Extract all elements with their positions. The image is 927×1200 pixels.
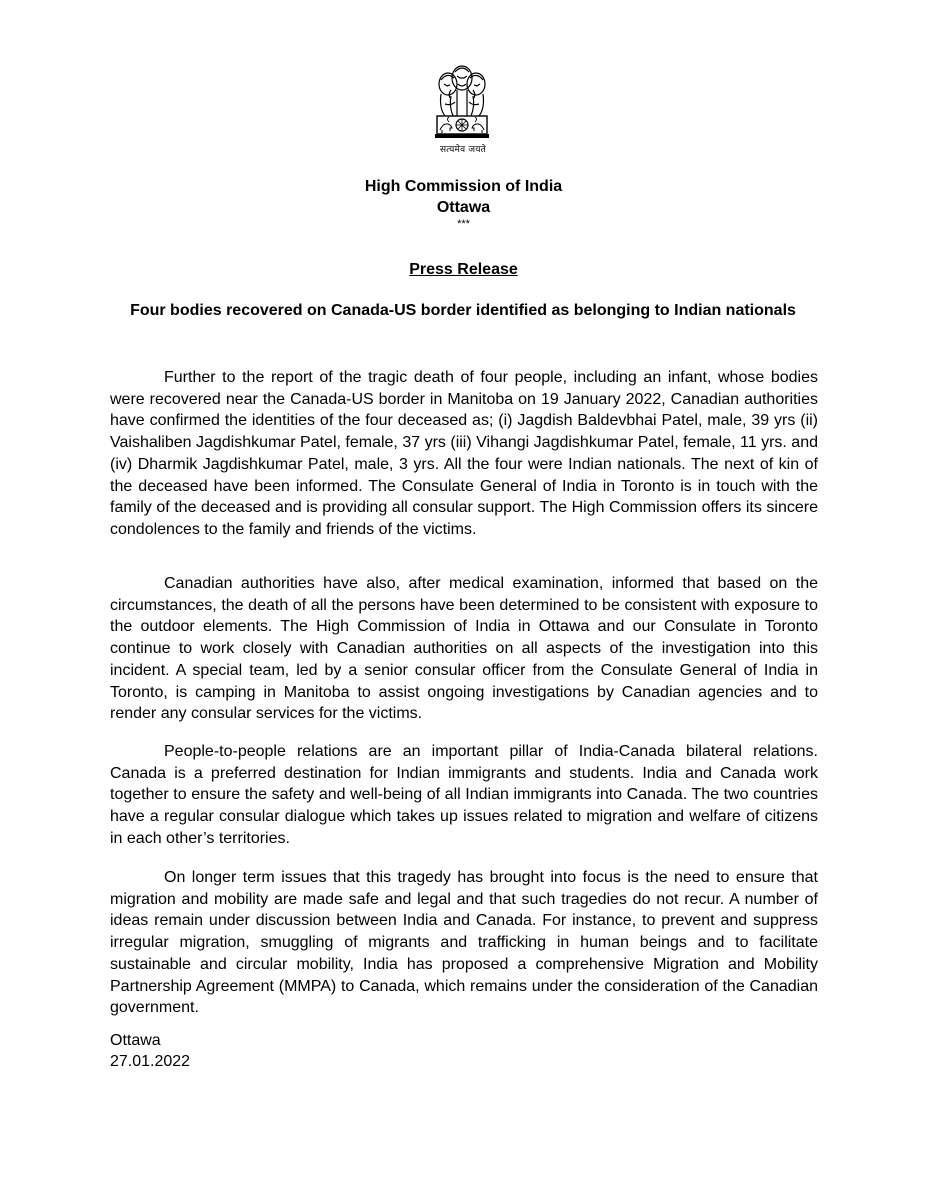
city-name: Ottawa: [436, 199, 491, 216]
national-emblem-icon: [427, 60, 497, 154]
document-type-heading: Press Release: [409, 261, 518, 278]
header-separator: ***: [457, 218, 470, 230]
organization-name: High Commission of India: [364, 178, 563, 195]
body-paragraph: People-to-people relations are an important pillar of India-Canada bilateral relations. Canada is a preferred destination for Indian immigrants and students. India and Canada work together to ensure the safety and well-being of all Indian immigrants into Canada. The two countries have a regular consular dialogue which takes up issues related to migration and welfare of citizens in each other’s territories.: [110, 743, 818, 847]
press-release-headline: Four bodies recovered on Canada-US border identified as belonging to Indian nationals: [130, 302, 796, 319]
signoff-place: Ottawa: [110, 1032, 161, 1049]
signoff-date: 27.01.2022: [110, 1053, 191, 1070]
body-paragraph: Canadian authorities have also, after medical examination, informed that based on the circumstances, the death of all the persons have been determined to be consistent with exposure to the outdoor elements. The High Commission of India in Ottawa and our Consulate in Toronto continue to work closely with Canadian authorities on all aspects of the investigation into this incident. A special team, led by a senior consular officer from the Consulate General of India in Toronto, is camping in Manitoba to assist ongoing investigations by Canadian agencies and to render any consular services for the victims.: [110, 575, 818, 723]
body-paragraph: On longer term issues that this tragedy has brought into focus is the need to ensure that migration and mobility are made safe and legal and that such tragedies do not recur. A number of ideas remain under discussion between India and Canada. For instance, to prevent and suppress irregular migration, smuggling of migrants and trafficking in human beings and to facilitate sustainable and circular mobility, India has proposed a comprehensive Migration and Mobility Partnership Agreement (MMPA) to Canada, which remains under the consideration of the Canadian government.: [110, 869, 818, 1017]
body-paragraph: Further to the report of the tragic death of four people, including an infant, whose bodies were recovered near the Canada-US border in Manitoba on 19 January 2022, Canadian authorities have confirmed the identities of the four deceased as; (i) Jagdish Baldevbhai Patel, male, 39 yrs (ii) Vaishaliben Jagdishkumar Patel, female, 37 yrs (iii) Vihangi Jagdishkumar Patel, female, 11 yrs. and (iv) Dharmik Jagdishkumar Patel, male, 3 yrs. All the four were Indian nationals. The next of kin of the deceased have been informed. The Consulate General of India in Toronto is in touch with the family of the deceased and is providing all consular support. The High Commission offers its sincere condolences to the family and friends of the victims.: [110, 369, 818, 538]
emblem-motto: सत्यमेव जयते: [440, 145, 486, 155]
